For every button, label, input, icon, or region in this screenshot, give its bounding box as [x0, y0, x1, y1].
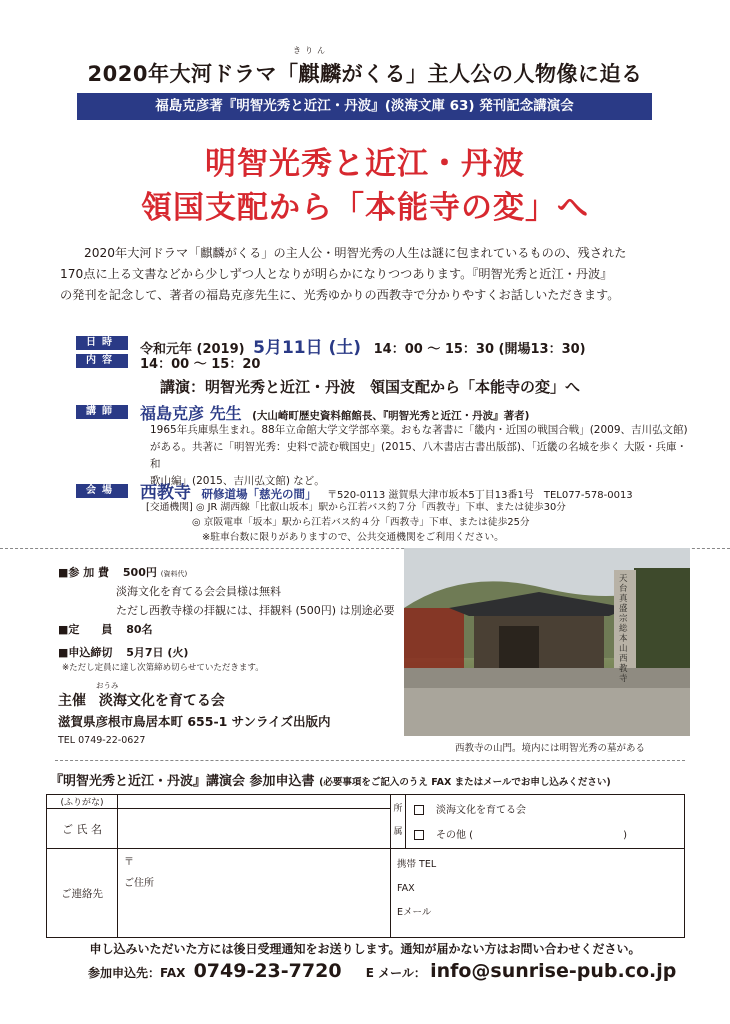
photo-caption: 西教寺の山門。境内には明智光秀の墓がある [455, 743, 646, 754]
application-form [46, 794, 685, 938]
tel-label: 携帯 TEL [397, 859, 437, 870]
deadline-label: ■申込締切 [58, 646, 113, 659]
fee-note: 淡海文化を育てる会会員様は無料 [116, 585, 281, 598]
address-field[interactable] [118, 849, 391, 938]
affiliation-close-paren: ) [623, 830, 627, 841]
venue-hall: 研修道場「慈光の間」 [201, 487, 317, 501]
form-title: 『明智光秀と近江・丹波』講演会 参加申込書 [50, 774, 315, 789]
date-main: 5月11日 (土) [253, 338, 362, 358]
lecturer-label: 講師 [76, 405, 128, 419]
cut-line [55, 760, 685, 761]
intro-line: の発刊を記念して、著者の福島克彦先生に、光秀ゆかりの西教寺で分かりやすくお話しいただきます。 [60, 288, 620, 302]
deadline-value: 5月7日 (火) [126, 646, 189, 659]
postal-mark: 〒 [124, 857, 134, 868]
intro-text [60, 243, 675, 306]
date-label: 日時 [76, 336, 128, 350]
capacity-label: ■定 員 [58, 623, 113, 636]
main-title-line2: 領国支配から「本能寺の変」へ [141, 190, 589, 226]
affiliation-option-label: その他 ( [436, 830, 474, 841]
furigana-field[interactable] [118, 795, 391, 809]
footer-notice: 申し込みいただいた方には後日受理通知をお送りします。通知が届かない方はお問い合わせください。 [89, 942, 641, 956]
ruby-oumi: おうみ [443, 86, 464, 94]
bio-line: がある。共著に「明智光秀：史料で読む戦国史」(2015、八木書店古書出版部)、「近畿の名城を歩く 大阪・兵庫・和 [150, 441, 687, 470]
footer-contact [88, 960, 676, 982]
email-label: E メール： [365, 966, 426, 980]
email-address[interactable]: info@sunrise-pub.co.jp [430, 960, 677, 982]
headline: 2020年大河ドラマ「麒麟がくる」主人公の人物像に迫る [87, 62, 643, 86]
fee-note: ただし西教寺様の拝観には、拝観料 (500円) は別途必要 [116, 604, 395, 617]
organizer-ruby: おうみ [96, 681, 119, 690]
affiliation-options [406, 795, 685, 849]
pillar-text: 天台真盛宗総本山 西教寺 [619, 574, 628, 684]
transport-info [146, 500, 566, 545]
lecture-title: 講演：明智光秀と近江・丹波 領国支配から「本能寺の変」へ [160, 378, 581, 396]
lecturer-title: (大山崎町歴史資料館館長、『明智光秀と近江・丹波』著者) [252, 410, 530, 422]
organizer-tel: TEL 0749-22-0627 [58, 735, 146, 746]
fee-label: ■参 加 費 [58, 566, 110, 579]
ruby-kirin: きりん [293, 46, 329, 55]
fee-value: 500円 [122, 566, 157, 579]
temple-gate-illustration [404, 548, 690, 736]
intro-line: 170点に上る文書などから少しずつ人となりが明らかになりつつあります。『明智光秀と近江・丹波』 [60, 267, 613, 281]
venue-label: 会場 [76, 484, 128, 498]
checkbox[interactable] [414, 805, 424, 815]
transport-line: ◎ 京阪電車「坂本」駅から江若バス約４分「西教寺」下車、または徒歩25分 [192, 517, 530, 528]
name-label: ご 氏 名 [47, 809, 118, 849]
affiliation-label [391, 795, 406, 849]
furigana-label: (ふりがな) [47, 795, 118, 809]
fax-label: FAX [397, 883, 415, 894]
fee-tax: (資料代) [160, 570, 188, 578]
organizer-line [58, 690, 225, 710]
affiliation-label-1: 所 [393, 804, 403, 814]
intro-line: 2020年大河ドラマ「麒麟がくる」の主人公・明智光秀の人生は謎に包まれているものの、残された [84, 246, 627, 260]
bio-line: 1965年兵庫県生まれ。88年立命館大学文学部卒業。おもな著書に「畿内・近国の戦国合戦」(2009、吉川弘文館) [150, 424, 688, 436]
bio-line: 歌山編」(2015、吉川弘文館) など。 [150, 475, 325, 487]
contact-fields[interactable] [391, 849, 685, 938]
date-prefix: 令和元年 (2019) [140, 342, 245, 357]
address-label: ご住所 [124, 878, 154, 889]
transport-line: [交通機関] ◎ JR 湖西線「比叡山坂本」駅から江若バス約７分「西教寺」下車、または徒歩30分 [146, 502, 566, 513]
checkbox[interactable] [414, 830, 424, 840]
content-label: 内容 [76, 354, 128, 368]
deadline-row [58, 644, 188, 660]
email-label: Eメール [397, 907, 432, 918]
date-time: 14：00 ～ 15：30 (開場13：30) [373, 342, 586, 357]
contact-label: ご連絡先 [47, 849, 118, 938]
deadline-note: ※ただし定員に達し次第締め切らせていただきます。 [62, 663, 264, 673]
lecturer-line [140, 401, 529, 424]
affiliation-label-2: 属 [393, 827, 403, 837]
organizer-address: 滋賀県彦根市鳥居本町 655-1 サンライズ出版内 [58, 714, 331, 729]
affiliation-option[interactable] [414, 826, 676, 841]
capacity-row [58, 621, 153, 637]
temple-gate-photo [404, 548, 690, 736]
lecture-series-band: 福島克彦著『明智光秀と近江・丹波』(淡海文庫 63) 発刊記念講演会 [77, 93, 652, 120]
main-title-line1: 明智光秀と近江・丹波 [205, 146, 525, 182]
fax-label: 参加申込先：FAX [88, 966, 186, 980]
venue-address: 〒520-0113 滋賀県大津市坂本5丁目13番1号 TEL077-578-0013 [327, 490, 633, 501]
organizer-label: 主催 [58, 693, 86, 709]
fax-number: 0749-23-7720 [193, 960, 342, 982]
form-note: (必要事項をご記入のうえ FAX またはメールでお申し込みください) [319, 777, 611, 788]
content-time: 14：00 ～ 15：20 [140, 357, 261, 372]
affiliation-option[interactable] [414, 801, 676, 816]
organizer-name: 淡海文化を育てる会 [98, 693, 225, 709]
name-field[interactable] [118, 809, 391, 849]
form-title-line [50, 770, 611, 789]
capacity-value: 80名 [126, 623, 153, 636]
venue-name: 西教寺 [140, 483, 191, 503]
affiliation-option-label: 淡海文化を育てる会 [436, 805, 526, 816]
transport-line: ※駐車台数に限りがありますので、公共交通機関をご利用ください。 [202, 532, 504, 543]
fee-row [58, 564, 187, 580]
lecturer-name: 福島克彦 先生 [140, 404, 242, 423]
